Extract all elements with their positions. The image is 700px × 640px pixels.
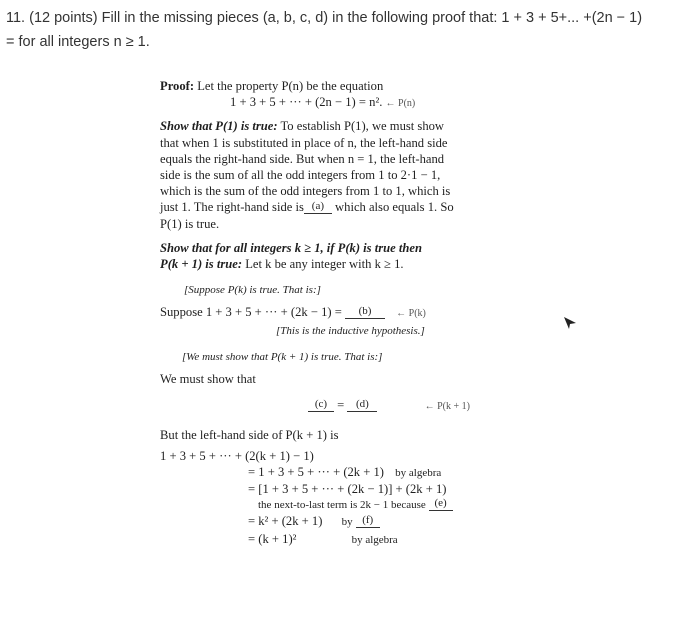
blank-d: (d) [347, 398, 377, 412]
inductive-note: [This is the inductive hypothesis.] [276, 324, 425, 337]
base-case-text-1: To establish P(1), we must show [280, 119, 445, 134]
base-case-line-1 [160, 118, 520, 134]
blank-c: (c) [308, 398, 334, 412]
lhs-text: But the left-hand side of P(k + 1) is [160, 428, 339, 443]
base-case-label: Show that P(1) is true: [160, 119, 278, 134]
step-4 [160, 531, 520, 548]
step-2: = [1 + 3 + 5 + ··· + (2k − 1)] + (2k + 1) [248, 482, 447, 497]
base-pre-blank: just 1. The right-hand side is [160, 200, 304, 215]
step-1 [160, 464, 520, 481]
base-case-line-3: equals the right-hand side. But when n = 1, the left-hand [160, 151, 445, 166]
blank-a: (a) [304, 200, 332, 214]
base-case-line-2: that when 1 is substituted in place of n, the left-hand side [160, 135, 448, 150]
step-4-expr: = (k + 1)² [248, 531, 297, 546]
question-number: 11. [6, 10, 26, 26]
suppose-text: Suppose 1 + 3 + 5 + ··· + (2k − 1) = [160, 305, 342, 320]
step-3-reason: by [341, 516, 353, 529]
blank-b: (b) [345, 305, 385, 319]
base-conclusion: P(1) is true. [160, 216, 220, 231]
base-case-line-6 [160, 199, 520, 215]
step-4-reason: by algebra [351, 533, 398, 546]
inductive-step-label-1: Show that for all integers k ≥ 1, if P(k) is true then [160, 240, 422, 255]
proof-label: Proof: [160, 79, 195, 93]
lhs-expression: 1 + 3 + 5 + ··· + (2(k + 1) − 1) [160, 448, 314, 463]
must-show-note: [We must show that P(k + 1) is true. That is:] [182, 350, 383, 363]
step-3-expr: = k² + (2k + 1) [248, 514, 323, 529]
base-post-blank: which also equals 1. So [335, 200, 454, 215]
question-header [6, 6, 694, 54]
pk1-line [160, 397, 520, 415]
property-tag: ← P(n) [385, 98, 416, 110]
suppose-tag: ← P(k) [396, 308, 426, 320]
step-2-note-line [160, 497, 520, 513]
property-equation-line [160, 94, 520, 112]
proof-image [160, 78, 520, 548]
step-1-reason: by algebra [395, 466, 442, 479]
blank-f: (f) [356, 514, 380, 528]
pk1-tag: ← P(k + 1) [424, 401, 470, 413]
inductive-step-line-2 [160, 256, 520, 272]
suppose-line [160, 304, 520, 322]
equals-sign: = [337, 398, 345, 413]
inductive-step-label-2: P(k + 1) is true: [160, 257, 243, 272]
step-3 [160, 513, 520, 530]
question-text: (12 points) Fill in the missing pieces (a, b, c, d) in the following proof that: 1 + 3 + 5+... +(2n − 1) [29, 10, 643, 26]
base-case-line-4: side is the sum of all the odd integers from 1 to 2·1 − 1, [160, 168, 441, 183]
proof-intro-text: Let the property P(n) be the equation [197, 79, 384, 93]
blank-e: (e) [429, 497, 453, 511]
base-case-line-5: which is the sum of the odd integers from 1 to 1, which is [160, 184, 451, 199]
step-1-expr: = 1 + 3 + 5 + ··· + (2k + 1) [248, 464, 384, 479]
proof-intro [160, 78, 520, 94]
step-2-note: the next-to-last term is 2k − 1 because [258, 499, 426, 512]
property-equation: 1 + 3 + 5 + ··· + (2n − 1) = n². [230, 95, 383, 110]
question-text-line2: = for all integers n ≥ 1. [6, 34, 150, 50]
must-show-text: We must show that [160, 372, 256, 387]
inductive-step-text: Let k be any integer with k ≥ 1. [245, 257, 404, 272]
suppose-note: [Suppose P(k) is true. That is:] [184, 284, 321, 297]
